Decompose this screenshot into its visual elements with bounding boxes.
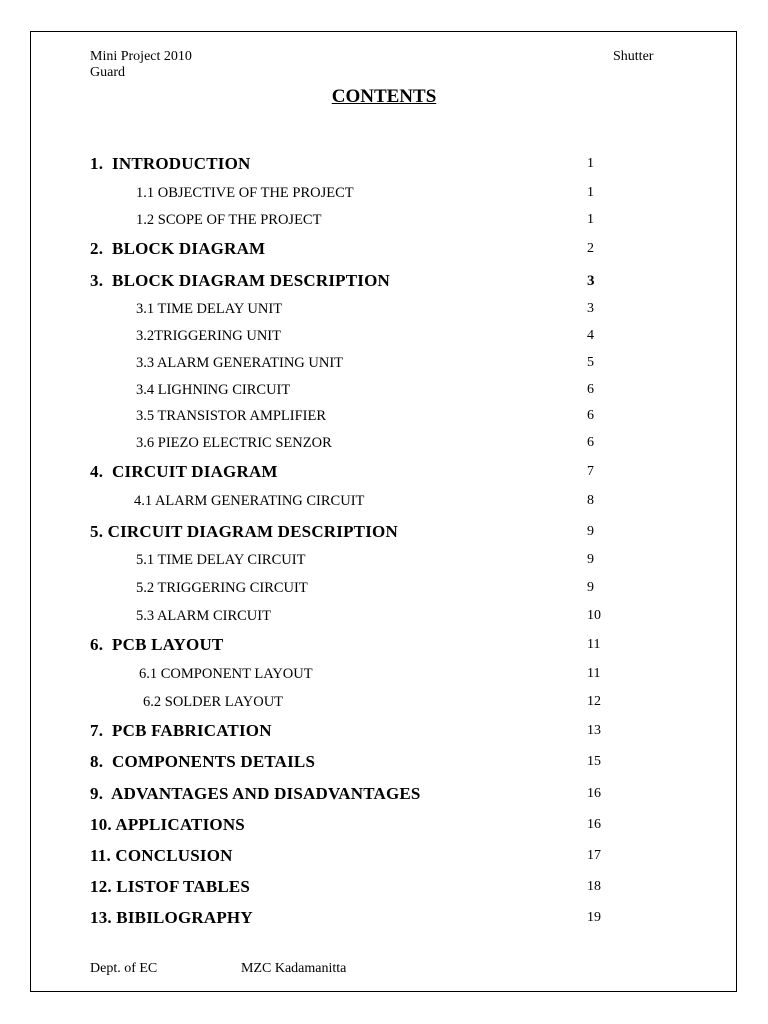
- toc-entry-sub: [0, 664, 768, 686]
- toc-entry-main: [0, 908, 768, 930]
- toc-page: 2: [587, 241, 594, 256]
- toc-page: 1: [587, 212, 594, 227]
- toc-page: 13: [587, 723, 601, 738]
- toc-page: 8: [587, 493, 594, 508]
- toc-page: 5: [587, 355, 594, 370]
- toc-page: 16: [587, 817, 601, 832]
- toc-page: 11: [587, 637, 601, 652]
- toc-page: 9: [587, 580, 594, 595]
- toc-entry-sub: [0, 491, 768, 513]
- toc-entry-sub: [0, 210, 768, 232]
- toc-entry-sub: [0, 380, 768, 402]
- toc-label: 1.2 SCOPE OF THE PROJECT: [136, 212, 322, 228]
- toc-label: 11. CONCLUSION: [90, 846, 233, 865]
- toc-entry-main: [0, 239, 768, 261]
- toc-entry-sub: [0, 326, 768, 348]
- toc-page: 19: [587, 910, 601, 925]
- toc-entry-sub: [0, 299, 768, 321]
- toc-label: 5.3 ALARM CIRCUIT: [136, 608, 271, 624]
- toc-page: 15: [587, 754, 601, 769]
- toc-entry-main: [0, 784, 768, 806]
- toc-label: 5. CIRCUIT DIAGRAM DESCRIPTION: [90, 522, 398, 541]
- toc-label: 1. INTRODUCTION: [90, 154, 251, 173]
- toc-label: 6.1 COMPONENT LAYOUT: [139, 666, 313, 682]
- toc-entry-main: [0, 815, 768, 837]
- toc-entry-sub: [0, 578, 768, 600]
- toc-page: 3: [587, 301, 594, 316]
- toc-entry-sub: [0, 692, 768, 714]
- toc-label: 2. BLOCK DIAGRAM: [90, 239, 266, 258]
- toc-label: 3.6 PIEZO ELECTRIC SENZOR: [136, 435, 332, 451]
- toc-label: 3.3 ALARM GENERATING UNIT: [136, 355, 344, 371]
- toc-label: 9. ADVANTAGES AND DISADVANTAGES: [90, 784, 421, 803]
- toc-page: 3: [587, 273, 595, 289]
- toc-entry-sub: [0, 183, 768, 205]
- toc-label: 6. PCB LAYOUT: [90, 635, 224, 654]
- toc-label: 1.1 OBJECTIVE OF THE PROJECT: [136, 185, 354, 201]
- toc-label: 5.1 TIME DELAY CIRCUIT: [136, 552, 306, 568]
- toc-page: 6: [587, 408, 594, 423]
- toc-label: 13. BIBILOGRAPHY: [90, 908, 253, 927]
- page-title: CONTENTS: [331, 86, 437, 107]
- toc-entry-main: [0, 877, 768, 899]
- toc-entry-sub: [0, 550, 768, 572]
- toc-label: 3.2TRIGGERING UNIT: [136, 328, 281, 344]
- toc-label: 3.1 TIME DELAY UNIT: [136, 301, 283, 317]
- toc-entry-sub: [0, 406, 768, 428]
- toc-page: 9: [587, 552, 594, 567]
- toc-page: 4: [587, 328, 594, 343]
- toc-label: 6.2 SOLDER LAYOUT: [143, 694, 284, 710]
- toc-entry-main: [0, 271, 768, 293]
- toc-page: 7: [587, 464, 594, 479]
- toc-entry-sub: [0, 433, 768, 455]
- toc-entry-main: [0, 635, 768, 657]
- toc-label: 3.5 TRANSISTOR AMPLIFIER: [136, 408, 327, 424]
- toc-label: 12. LISTOF TABLES: [90, 877, 251, 896]
- header-right: Shutter: [613, 49, 654, 64]
- toc-entry-sub: [0, 353, 768, 375]
- toc-entry-main: [0, 154, 768, 176]
- header-project: Mini Project 2010: [90, 49, 192, 64]
- toc-page: 1: [587, 185, 594, 200]
- header-project-wrap: Guard: [90, 65, 125, 80]
- toc-label: 3.4 LIGHNING CIRCUIT: [136, 382, 291, 398]
- toc-entry-main: [0, 752, 768, 774]
- toc-label: 10. APPLICATIONS: [90, 815, 245, 834]
- footer-college: MZC Kadamanitta: [241, 961, 347, 976]
- toc-label: 3. BLOCK DIAGRAM DESCRIPTION: [90, 271, 391, 290]
- toc-label: 4.1 ALARM GENERATING CIRCUIT: [134, 493, 365, 509]
- toc-page: 12: [587, 694, 601, 709]
- toc-page: 6: [587, 435, 594, 450]
- toc-label: 8. COMPONENTS DETAILS: [90, 752, 316, 771]
- toc-entry-sub: [0, 606, 768, 628]
- toc-entry-main: [0, 522, 768, 544]
- toc-label: 7. PCB FABRICATION: [90, 721, 272, 740]
- header-left: [90, 49, 192, 81]
- toc-entry-main: [0, 846, 768, 868]
- footer-dept: Dept. of EC: [90, 961, 158, 976]
- toc-page: 17: [587, 848, 601, 863]
- toc-label: 4. CIRCUIT DIAGRAM: [90, 462, 278, 481]
- toc-page: 9: [587, 524, 594, 539]
- toc-entry-main: [0, 462, 768, 484]
- toc-page: 1: [587, 156, 594, 171]
- toc-entry-main: [0, 721, 768, 743]
- toc-page: 16: [587, 786, 601, 801]
- toc-page: 10: [587, 608, 601, 623]
- toc-page: 11: [587, 666, 601, 681]
- toc-label: 5.2 TRIGGERING CIRCUIT: [136, 580, 308, 596]
- toc-page: 6: [587, 382, 594, 397]
- toc-page: 18: [587, 879, 601, 894]
